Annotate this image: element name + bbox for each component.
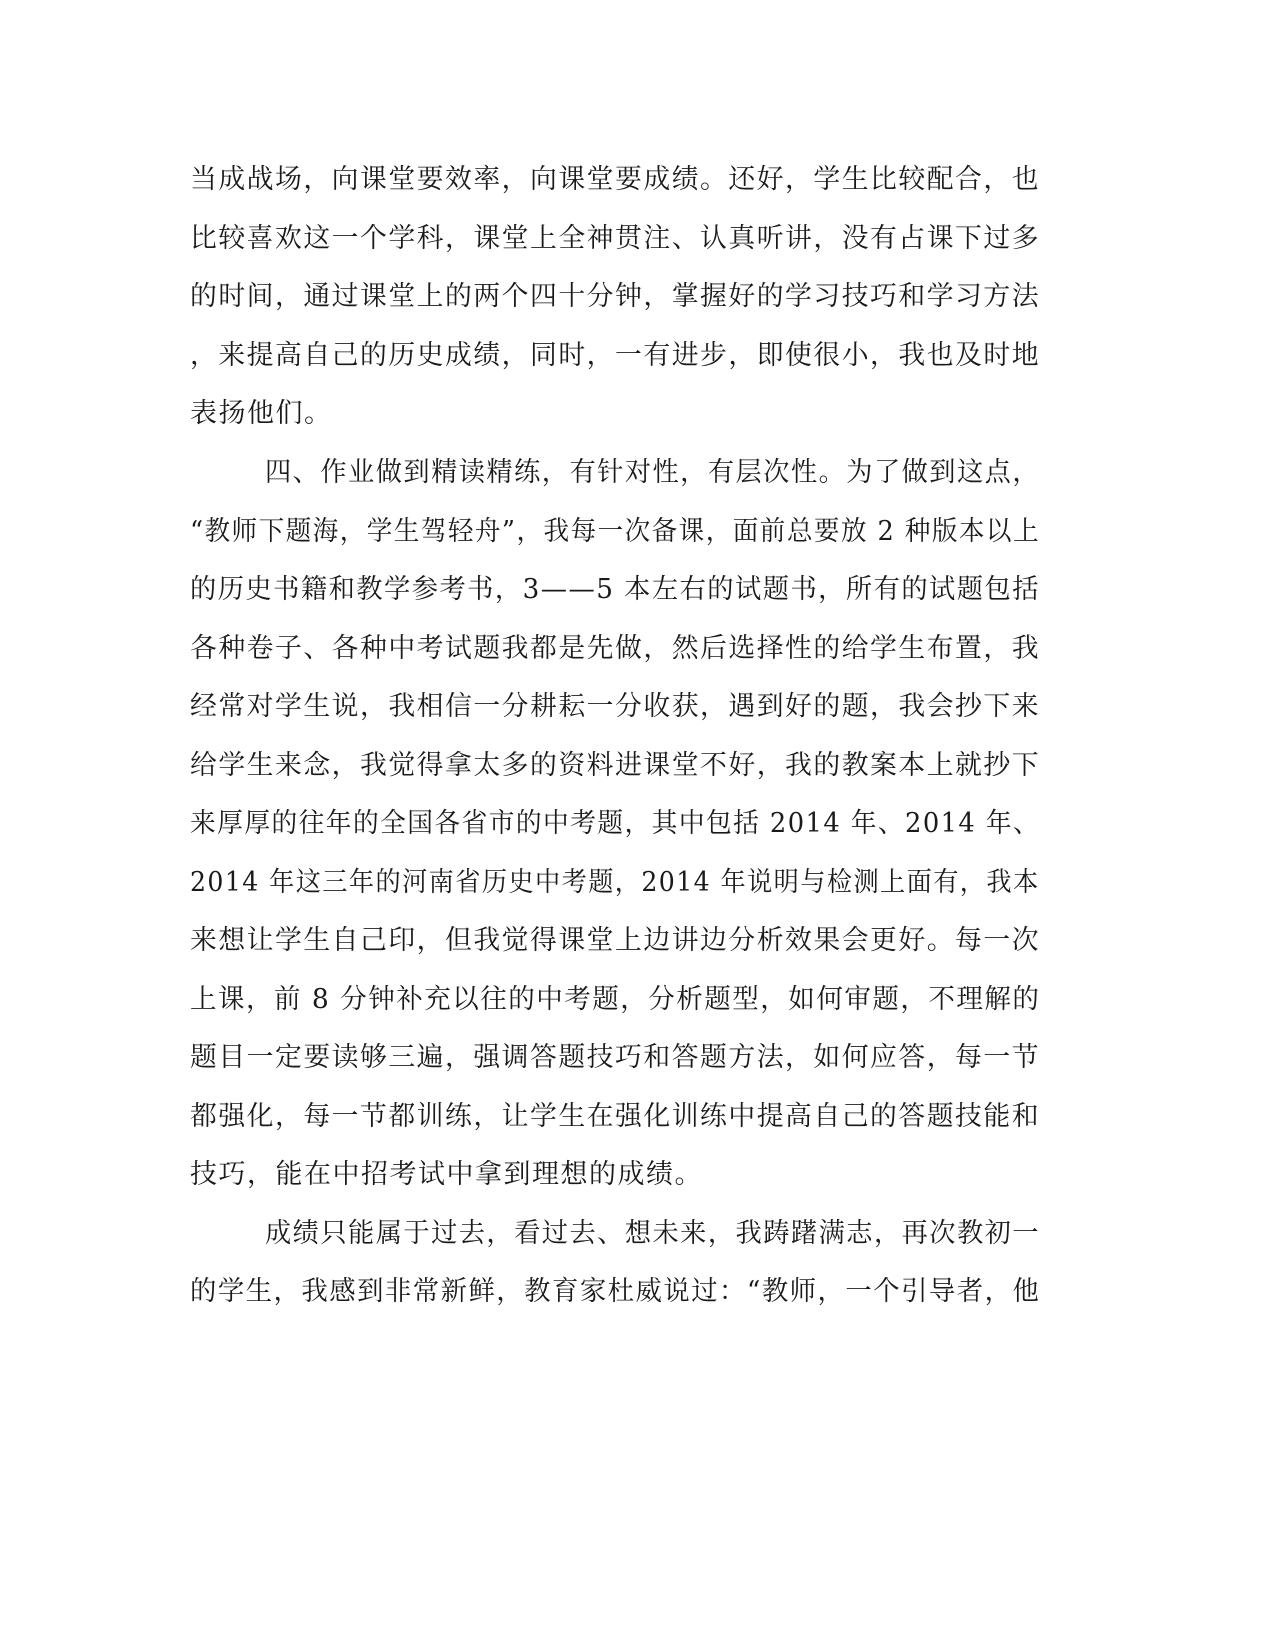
paragraph-first-line: 四、作业做到精读精练，有针对性，有层次性。为了做到这点，: [265, 457, 1041, 488]
text-line: “教师下题海，学生驾轻舟”，我每一次备课，面前总要放 2 种版本以上: [190, 516, 1040, 547]
text-line: ，来提高自己的历史成绩，同时，一有进步，即使很小，我也及时地: [190, 340, 1041, 371]
text-line: 比较喜欢这一个学科，课堂上全神贯注、认真听讲，没有占课下过多: [190, 223, 1041, 254]
text-line: 当成战场，向课堂要效率，向课堂要成绩。还好，学生比较配合，也: [190, 164, 1041, 195]
text-line: 经常对学生说，我相信一分耕耘一分收获，遇到好的题，我会抄下来: [190, 691, 1041, 722]
text-line: 的学生，我感到非常新鲜，教育家杜威说过：“教师，一个引导者，他: [190, 1276, 1041, 1307]
text-line: 来厚厚的往年的全国各省市的中考题，其中包括 2014 年、2014 年、: [190, 808, 1041, 839]
text-line: 各种卷子、各种中考试题我都是先做，然后选择性的给学生布置，我: [190, 633, 1041, 664]
text-line: 技巧，能在中招考试中拿到理想的成绩。: [190, 1159, 703, 1190]
text-line: 题目一定要读够三遍，强调答题技巧和答题方法，如何应答，每一节: [190, 1042, 1041, 1073]
text-line: 表扬他们。: [190, 398, 333, 429]
paragraph-first-line: 成绩只能属于过去，看过去、想未来，我踌躇满志，再次教初一: [265, 1218, 1041, 1249]
text-line: 给学生来念，我觉得拿太多的资料进课堂不好，我的教案本上就抄下: [190, 750, 1041, 781]
text-line: 2014 年这三年的河南省历史中考题，2014 年说明与检测上面有，我本: [190, 867, 1040, 898]
text-line: 的时间，通过课堂上的两个四十分钟，掌握好的学习技巧和学习方法: [190, 281, 1041, 312]
text-line: 来想让学生自己印，但我觉得课堂上边讲边分析效果会更好。每一次: [190, 925, 1041, 956]
text-line: 都强化，每一节都训练，让学生在强化训练中提高自己的答题技能和: [190, 1101, 1041, 1132]
text-line: 的历史书籍和教学参考书，3——5 本左右的试题书，所有的试题包括: [190, 574, 1040, 605]
text-line: 上课，前 8 分钟补充以往的中考题，分析题型，如何审题，不理解的: [190, 984, 1041, 1015]
